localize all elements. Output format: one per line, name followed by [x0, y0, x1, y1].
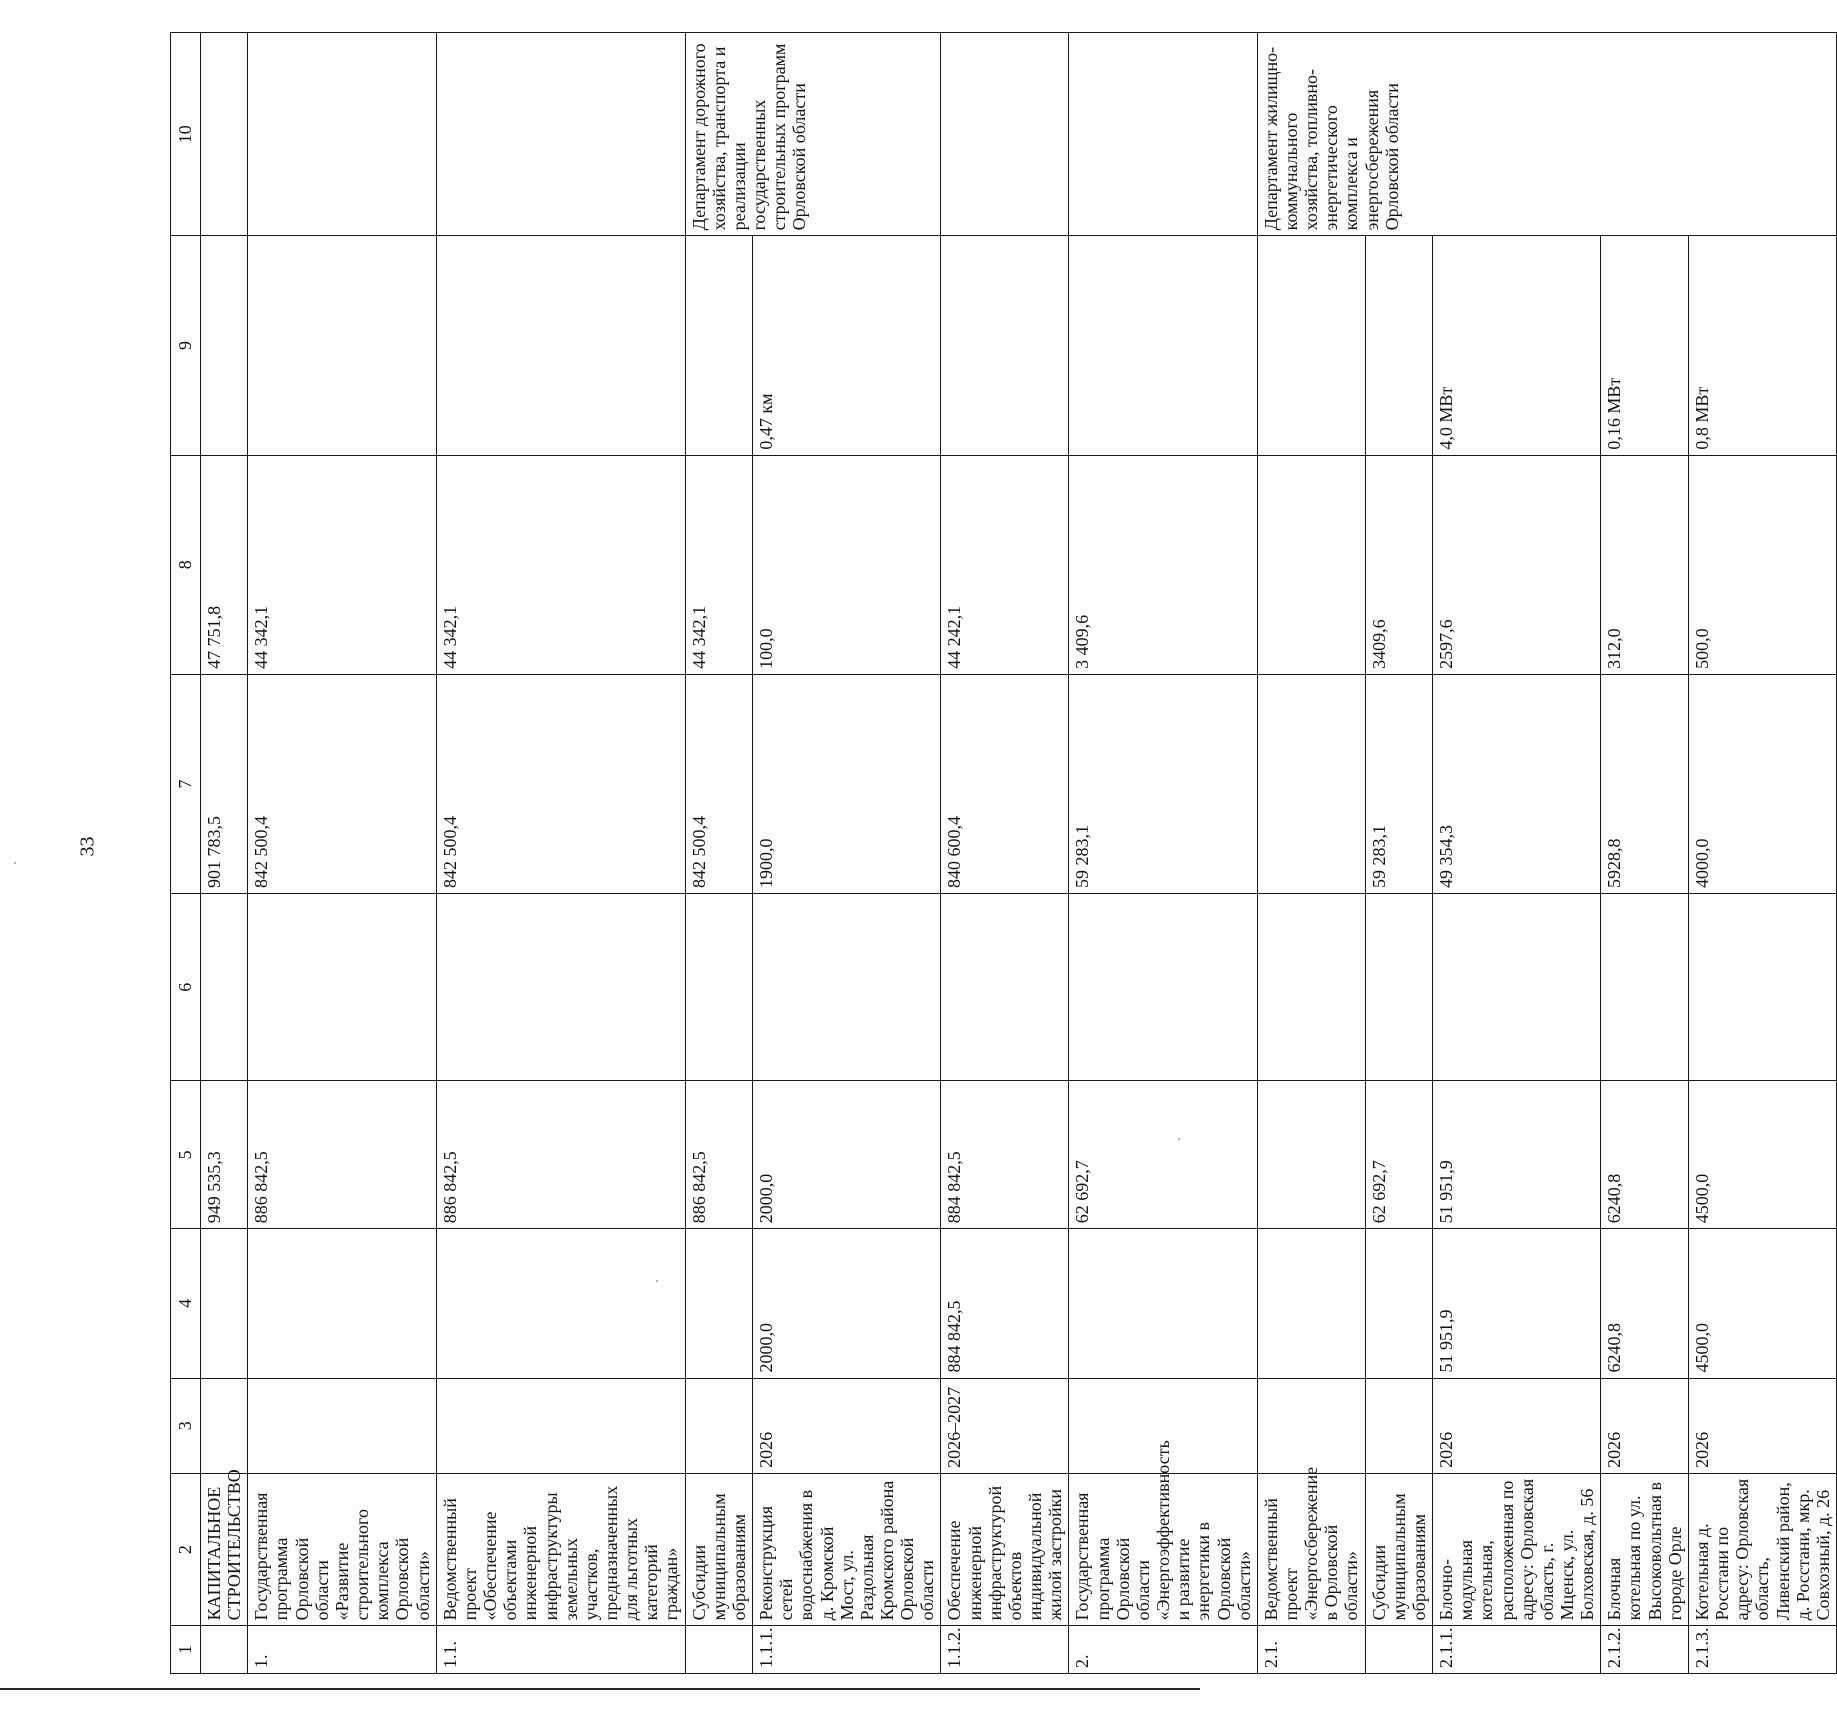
responsible-department-cell: Департамент дорожного хозяйства, транспорта и реализации государственных строительных программ Орловской области	[685, 33, 941, 236]
page-number: 33	[76, 836, 99, 857]
cell-col-4	[1365, 1229, 1432, 1378]
cell-col-3	[1365, 1378, 1432, 1473]
cell-col-4	[201, 1229, 248, 1378]
cell-col-3	[248, 1378, 436, 1473]
cell-col-7: 59 283,1	[1365, 674, 1432, 893]
cell-col-3	[436, 1378, 685, 1473]
responsible-department-cell	[941, 33, 1069, 236]
cell-col-9: 4,0 МВт	[1433, 236, 1601, 455]
responsible-department-cell	[201, 33, 248, 236]
cell-col-4	[1257, 1229, 1365, 1378]
cell-col-9	[436, 236, 685, 455]
scan-edge-line	[0, 1688, 1200, 1690]
scan-speck	[1178, 1138, 1180, 1140]
cell-col-9: 0,47 км	[753, 236, 941, 455]
cell-col-7: 5928,8	[1601, 674, 1689, 893]
cell-col-8: 100,0	[753, 455, 941, 674]
cell-col-8: 44 342,1	[685, 455, 752, 674]
cell-col-1: 2.	[1069, 1626, 1257, 1674]
header-col-10: 10	[171, 33, 201, 236]
capital-construction-table-wrap	[170, 32, 1833, 1674]
cell-col-4	[436, 1229, 685, 1378]
cell-col-2: Реконструкция сетей водоснабжения в д. Кромской Мост, ул. Раздольная Кромского района Орловской области	[753, 1473, 941, 1626]
cell-col-4: 51 951,9	[1433, 1229, 1601, 1378]
header-col-3: 3	[171, 1378, 201, 1473]
cell-col-6	[685, 894, 752, 1081]
cell-col-1: 2.1.3.	[1688, 1626, 1836, 1674]
cell-col-7: 840 600,4	[941, 674, 1069, 893]
cell-col-4: 6240,8	[1601, 1229, 1689, 1378]
cell-col-6	[1601, 894, 1689, 1081]
cell-col-8: 44 342,1	[248, 455, 436, 674]
cell-col-9	[248, 236, 436, 455]
cell-col-8: 312,0	[1601, 455, 1689, 674]
cell-col-2: Субсидии муниципальным образованиям	[1365, 1473, 1432, 1626]
responsible-department-cell	[248, 33, 436, 236]
cell-col-4	[1069, 1229, 1257, 1378]
cell-col-3: 2026	[1601, 1378, 1689, 1473]
cell-col-7: 842 500,4	[685, 674, 752, 893]
table-row	[248, 33, 436, 1674]
cell-col-9	[1365, 236, 1432, 455]
cell-col-6	[1365, 894, 1432, 1081]
cell-col-6	[753, 894, 941, 1081]
capital-construction-table	[170, 32, 1837, 1674]
cell-col-7: 49 354,3	[1433, 674, 1601, 893]
cell-col-5: 4500,0	[1688, 1081, 1836, 1229]
cell-col-7	[1257, 674, 1365, 893]
cell-col-5: 886 842,5	[248, 1081, 436, 1229]
scan-speck	[656, 1280, 658, 1282]
cell-col-2: КАПИТАЛЬНОЕ СТРОИТЕЛЬСТВО	[201, 1473, 248, 1626]
cell-col-3	[1257, 1378, 1365, 1473]
responsible-department-cell	[436, 33, 685, 236]
table-row	[685, 33, 752, 1674]
cell-col-3: 2026	[1688, 1378, 1836, 1473]
cell-col-1: 1.1.	[436, 1626, 685, 1674]
cell-col-9: 0,8 МВт	[1688, 236, 1836, 455]
cell-col-2: Ведомственный проект «Энергосбережение в Орловской области»	[1257, 1473, 1365, 1626]
cell-col-8	[1257, 455, 1365, 674]
table-row	[1433, 33, 1601, 1674]
cell-col-6	[1688, 894, 1836, 1081]
cell-col-8: 44 342,1	[436, 455, 685, 674]
cell-col-2: Обеспечение инженерной инфраструктурой объектов индивидуальной жилой застройки	[941, 1473, 1069, 1626]
cell-col-1: 2.1.	[1257, 1626, 1365, 1674]
table-row	[753, 33, 941, 1674]
cell-col-3	[201, 1378, 248, 1473]
header-col-5: 5	[171, 1081, 201, 1229]
table-row	[1601, 33, 1689, 1674]
cell-col-9	[201, 236, 248, 455]
cell-col-8: 500,0	[1688, 455, 1836, 674]
cell-col-8: 3 409,6	[1069, 455, 1257, 674]
cell-col-4: 2000,0	[753, 1229, 941, 1378]
cell-col-3: 2026	[753, 1378, 941, 1473]
cell-col-7: 59 283,1	[1069, 674, 1257, 893]
cell-col-7: 901 783,5	[201, 674, 248, 893]
table-row	[1365, 33, 1432, 1674]
cell-col-6	[201, 894, 248, 1081]
cell-col-9: 0,16 МВт	[1601, 236, 1689, 455]
cell-col-2: Котельная д. Росстани по адресу: Орловская область, Ливенский район, д. Росстани, мкр. Совхозный, д. 26	[1688, 1473, 1836, 1626]
cell-col-5: 884 842,5	[941, 1081, 1069, 1229]
cell-col-8: 44 242,1	[941, 455, 1069, 674]
cell-col-8: 2597,6	[1433, 455, 1601, 674]
cell-col-4	[685, 1229, 752, 1378]
header-col-1: 1	[171, 1626, 201, 1674]
cell-col-1: 2.1.1.	[1433, 1626, 1601, 1674]
header-col-6: 6	[171, 894, 201, 1081]
cell-col-6	[1257, 894, 1365, 1081]
cell-col-5: 62 692,7	[1069, 1081, 1257, 1229]
header-col-8: 8	[171, 455, 201, 674]
cell-col-1: 1.1.2.	[941, 1626, 1069, 1674]
cell-col-3: 2026–2027	[941, 1378, 1069, 1473]
cell-col-1: 1.	[248, 1626, 436, 1674]
cell-col-5: 51 951,9	[1433, 1081, 1601, 1229]
table-row	[941, 33, 1069, 1674]
column-number-row	[171, 33, 201, 1674]
cell-col-1: 2.1.2.	[1601, 1626, 1689, 1674]
header-col-7: 7	[171, 674, 201, 893]
table-row	[1257, 33, 1365, 1674]
cell-col-3: 2026	[1433, 1378, 1601, 1473]
cell-col-5: 949 535,3	[201, 1081, 248, 1229]
cell-col-6	[436, 894, 685, 1081]
cell-col-4: 4500,0	[1688, 1229, 1836, 1378]
cell-col-7: 842 500,4	[436, 674, 685, 893]
cell-col-9	[941, 236, 1069, 455]
header-col-2: 2	[171, 1473, 201, 1626]
header-col-9: 9	[171, 236, 201, 455]
cell-col-2: Субсидии муниципальным образованиям	[685, 1473, 752, 1626]
cell-col-7: 1900,0	[753, 674, 941, 893]
cell-col-2: Государственная программа Орловской области «Развитие строительного комплекса Орловской области»	[248, 1473, 436, 1626]
cell-col-8: 3409,6	[1365, 455, 1432, 674]
cell-col-9	[1257, 236, 1365, 455]
cell-col-5: 886 842,5	[685, 1081, 752, 1229]
responsible-department-cell	[1069, 33, 1257, 236]
cell-col-2: Блочная котельная по ул. Высоковольтная в городе Орле	[1601, 1473, 1689, 1626]
table-row	[1069, 33, 1257, 1674]
cell-col-1	[201, 1626, 248, 1674]
responsible-department-cell: Департамент жилищно-коммунального хозяйства, топливно-энергетического комплекса и энергосбережения Орловской области	[1257, 33, 1836, 236]
cell-col-5	[1257, 1081, 1365, 1229]
cell-col-1	[685, 1626, 752, 1674]
cell-col-6	[941, 894, 1069, 1081]
cell-col-2: Ведомственный проект «Обеспечение объектами инженерной инфраструктуры земельных участков, предназначенных для льготных категорий граждан»	[436, 1473, 685, 1626]
cell-col-2: Государственная программа Орловской области «Энергоэффективность и развитие энергетики в Орловской области»	[1069, 1473, 1257, 1626]
cell-col-5: 62 692,7	[1365, 1081, 1432, 1229]
cell-col-1	[1365, 1626, 1432, 1674]
table-row	[436, 33, 685, 1674]
cell-col-6	[248, 894, 436, 1081]
cell-col-3	[685, 1378, 752, 1473]
table-row	[201, 33, 248, 1674]
table-row	[1688, 33, 1836, 1674]
cell-col-9	[1069, 236, 1257, 455]
cell-col-8: 47 751,8	[201, 455, 248, 674]
cell-col-7: 842 500,4	[248, 674, 436, 893]
cell-col-9	[685, 236, 752, 455]
cell-col-6	[1069, 894, 1257, 1081]
scan-speck	[14, 862, 16, 864]
cell-col-5: 886 842,5	[436, 1081, 685, 1229]
cell-col-4	[248, 1229, 436, 1378]
cell-col-7: 4000,0	[1688, 674, 1836, 893]
cell-col-1: 1.1.1.	[753, 1626, 941, 1674]
header-col-4: 4	[171, 1229, 201, 1378]
cell-col-5: 2000,0	[753, 1081, 941, 1229]
cell-col-5: 6240,8	[1601, 1081, 1689, 1229]
cell-col-4: 884 842,5	[941, 1229, 1069, 1378]
cell-col-2: Блочно-модульная котельная, расположенная по адресу: Орловская область, г. Мценск, ул. Болховская, д. 56	[1433, 1473, 1601, 1626]
cell-col-6	[1433, 894, 1601, 1081]
